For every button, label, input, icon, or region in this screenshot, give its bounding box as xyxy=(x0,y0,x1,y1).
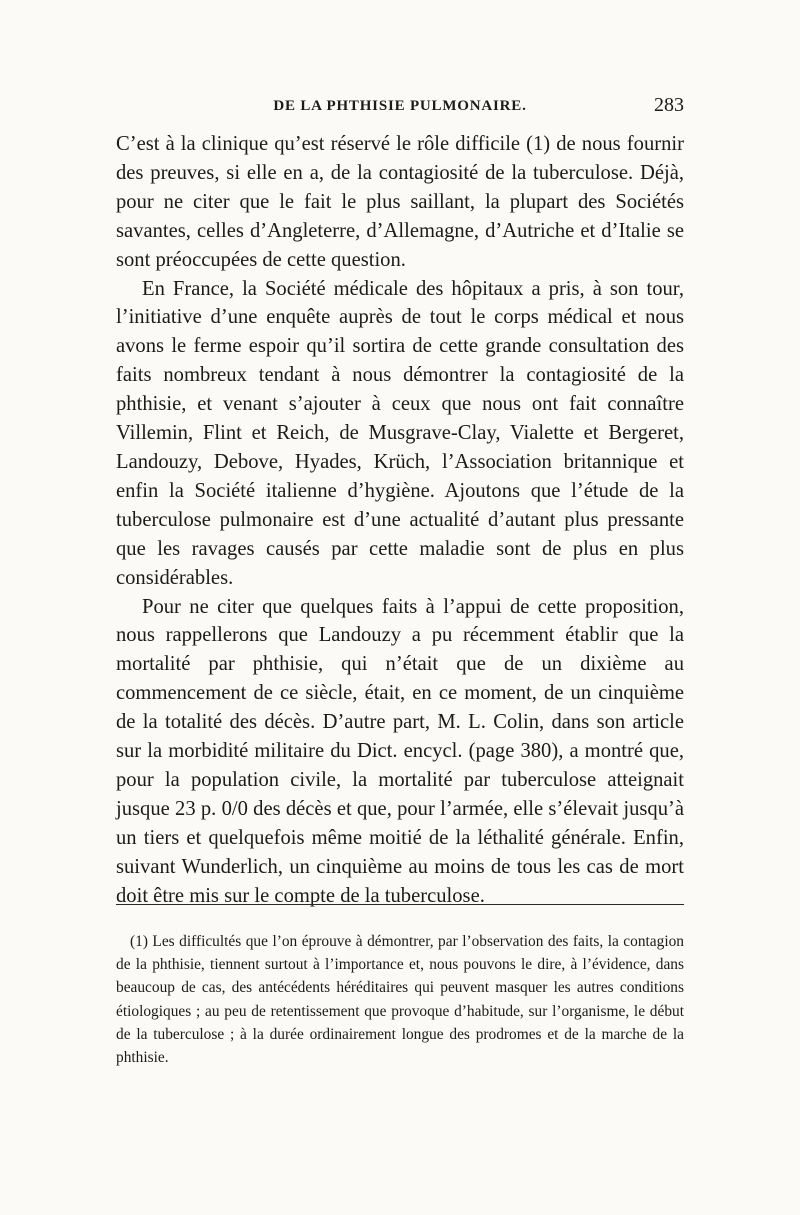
page-number: 283 xyxy=(654,94,684,116)
running-title: DE LA PHTHISIE PULMONAIRE. xyxy=(273,98,527,114)
paragraph-3: Pour ne citer que quelques faits à l’appui de cette proposition, nous rappellerons que Landouzy a pu récemment établir que la mortalité par phthisie, qui n’était que de un dixième au commencement de ce siècle, était, en ce moment, de un cinquième de la totalité des décès. D’autre part, M. L. Colin, dans son article sur la morbidité militaire du Dict. encycl. (page 380), a montré que, pour la population civile, la mortalité par tuberculose atteignait jusque 23 p. 0/0 des décès et que, pour l’armée, elle s’élevait jusqu’à un tiers et quelquefois même moitié de la léthalité générale. Enfin, suivant Wunderlich, un cinquième au moins de tous les cas de mort doit être mis sur le compte de la tuberculose. xyxy=(116,595,684,907)
footnote: (1) Les difficultés que l’on éprouve à démontrer, par l’observation des faits, la contagion de la phthisie, tiennent surtout à l’importance et, nous pouvons le dire, à l’évidence, dans beaucoup de cas, des antécédents héréditaires qui peuvent masquer les autres conditions étiologiques ; au peu de retentissement que provoque d’habitude, sur l’organisme, le début de la tuberculose ; à la durée ordinairement longue des prodromes et de la marche de la phthisie. xyxy=(116,933,684,1067)
page-header xyxy=(116,94,684,120)
paragraph-1: C’est à la clinique qu’est réservé le rôle difficile (1) de nous fournir des preuves, si elle en a, de la contagiosité de la tuberculose. Déjà, pour ne citer que le fait le plus saillant, la plupart des Sociétés savantes, celles d’Angleterre, d’Allemagne, d’Autriche et d’Italie se sont préoccupées de cette question. xyxy=(116,133,684,271)
footnote-separator xyxy=(116,904,684,905)
paragraph-2: En France, la Société médicale des hôpitaux a pris, à son tour, l’initiative d’une enquête auprès de tout le corps médical et nous avons le ferme espoir qu’il sortira de cette grande consultation des faits nombreux tendant à nous démontrer la contagiosité de la phthisie, et venant s’ajouter à ceux que nous ont fait connaître Villemin, Flint et Reich, de Musgrave-Clay, Vialette et Bergeret, Landouzy, Debove, Hyades, Krüch, l’Association britannique et enfin la Société italienne d’hygiène. Ajoutons que l’étude de la tuberculose pulmonaire est d’une actualité d’autant plus pressante que les ravages causés par cette maladie sont de plus en plus considérables. xyxy=(116,277,684,589)
body-text xyxy=(116,130,684,910)
